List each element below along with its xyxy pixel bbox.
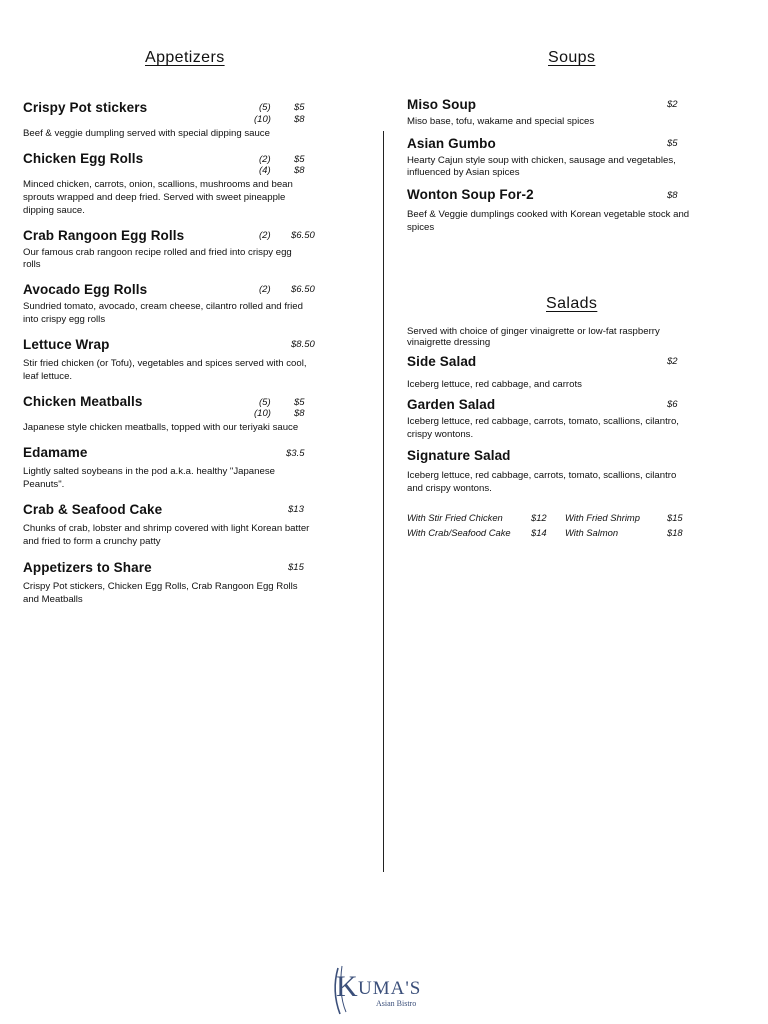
item-description: dipping sauce. xyxy=(23,205,85,216)
addon-label: With Stir Fried Chicken xyxy=(407,512,503,523)
item-description: crispy wontons. xyxy=(407,429,474,440)
item-price: $5 xyxy=(294,397,305,408)
item-name: Crab Rangoon Egg Rolls xyxy=(23,228,185,243)
item-qty: (2) xyxy=(259,230,271,241)
item-qty: (5) xyxy=(259,397,271,408)
item-description: Iceberg lettuce, red cabbage, and carrots xyxy=(407,379,582,390)
addon-price: $12 xyxy=(531,512,547,523)
item-qty: (10) xyxy=(254,114,271,125)
item-description: Iceberg lettuce, red cabbage, carrots, tomato, scallions, cilantro, xyxy=(407,416,679,427)
item-description: Lightly salted soybeans in the pod a.k.a. healthy "Japanese xyxy=(23,466,275,477)
item-price: $6.50 xyxy=(291,284,315,295)
item-price: $8 xyxy=(667,190,678,201)
kumas-logo-mark xyxy=(330,964,440,1018)
item-description: and Meatballs xyxy=(23,594,83,605)
item-name: Signature Salad xyxy=(407,448,511,463)
item-description: sprouts wrapped and deep fried. Served with sweet pineapple xyxy=(23,192,286,203)
item-name: Garden Salad xyxy=(407,397,496,412)
item-description: Sundried tomato, avocado, cream cheese, cilantro rolled and fried xyxy=(23,301,303,312)
salads-heading: Salads xyxy=(546,295,598,312)
item-price: $6.50 xyxy=(291,230,315,241)
item-price: $6 xyxy=(667,399,678,410)
item-description: Beef & Veggie dumplings cooked with Korean vegetable stock and xyxy=(407,209,690,220)
item-description: Beef & veggie dumpling served with special dipping sauce xyxy=(23,128,270,139)
item-description: Our famous crab rangoon recipe rolled and fried into crispy egg xyxy=(23,247,292,258)
item-description: Hearty Cajun style soup with chicken, sausage and vegetables, xyxy=(407,155,676,166)
item-name: Chicken Meatballs xyxy=(23,394,143,409)
addon-label: With Fried Shrimp xyxy=(565,512,640,523)
item-qty: (4) xyxy=(259,165,271,176)
item-description: and crispy wontons. xyxy=(407,483,492,494)
addon-label: With Salmon xyxy=(565,527,619,538)
item-name: Asian Gumbo xyxy=(407,136,496,151)
item-description: Japanese style chicken meatballs, topped with our teriyaki sauce xyxy=(23,422,299,433)
item-name: Lettuce Wrap xyxy=(23,337,110,352)
kumas-logo xyxy=(330,964,440,1018)
item-price: $5 xyxy=(294,102,305,113)
item-name: Side Salad xyxy=(407,354,477,369)
logo-wordmark: UMA'S xyxy=(358,978,422,999)
addon-price: $18 xyxy=(667,527,683,538)
item-description: rolls xyxy=(23,259,41,270)
item-price: $3.5 xyxy=(286,448,305,459)
soups-heading: Soups xyxy=(548,49,596,66)
logo-letter-k: K xyxy=(336,970,358,1003)
item-price: $5 xyxy=(294,154,305,165)
item-qty: (2) xyxy=(259,284,271,295)
item-name: Crispy Pot stickers xyxy=(23,100,148,115)
item-price: $8 xyxy=(294,165,305,176)
item-description: Peanuts". xyxy=(23,479,65,490)
addon-price: $15 xyxy=(667,512,683,523)
item-name: Crab & Seafood Cake xyxy=(23,502,163,517)
item-description: Chunks of crab, lobster and shrimp covered with light Korean batter xyxy=(23,523,310,534)
column-divider xyxy=(383,131,384,872)
item-qty: (2) xyxy=(259,154,271,165)
item-qty: (10) xyxy=(254,408,271,419)
item-description: Miso base, tofu, wakame and special spices xyxy=(407,116,595,127)
item-name: Edamame xyxy=(23,445,88,460)
addon-price: $14 xyxy=(531,527,547,538)
salads-intro: Served with choice of ginger vinaigrette or low-fat raspberry xyxy=(407,326,660,337)
item-description: leaf lettuce. xyxy=(23,371,73,382)
item-price: $8 xyxy=(294,408,305,419)
item-qty: (5) xyxy=(259,102,271,113)
salads-intro: vinaigrette dressing xyxy=(407,337,491,348)
item-description: spices xyxy=(407,222,435,233)
item-name: Wonton Soup For-2 xyxy=(407,187,534,202)
item-price: $8.50 xyxy=(291,339,315,350)
item-name: Avocado Egg Rolls xyxy=(23,282,148,297)
item-price: $8 xyxy=(294,114,305,125)
item-description: into crispy egg rolls xyxy=(23,314,106,325)
logo-tagline: Asian Bistro xyxy=(376,999,417,1008)
item-price: $5 xyxy=(667,138,678,149)
item-description: Iceberg lettuce, red cabbage, carrots, tomato, scallions, cilantro xyxy=(407,470,677,481)
item-description: and fried to form a crunchy patty xyxy=(23,536,161,547)
item-name: Appetizers to Share xyxy=(23,560,152,575)
item-price: $2 xyxy=(667,99,678,110)
appetizers-heading: Appetizers xyxy=(145,49,225,66)
item-description: influenced by Asian spices xyxy=(407,167,520,178)
item-price: $13 xyxy=(288,504,304,515)
item-price: $15 xyxy=(288,562,304,573)
item-name: Miso Soup xyxy=(407,97,477,112)
addon-label: With Crab/Seafood Cake xyxy=(407,527,511,538)
item-price: $2 xyxy=(667,356,678,367)
item-description: Minced chicken, carrots, onion, scallions, mushrooms and bean xyxy=(23,179,293,190)
item-description: Crispy Pot stickers, Chicken Egg Rolls, Crab Rangoon Egg Rolls xyxy=(23,581,298,592)
item-description: Stir fried chicken (or Tofu), vegetables and spices served with cool, xyxy=(23,358,307,369)
item-name: Chicken Egg Rolls xyxy=(23,151,144,166)
